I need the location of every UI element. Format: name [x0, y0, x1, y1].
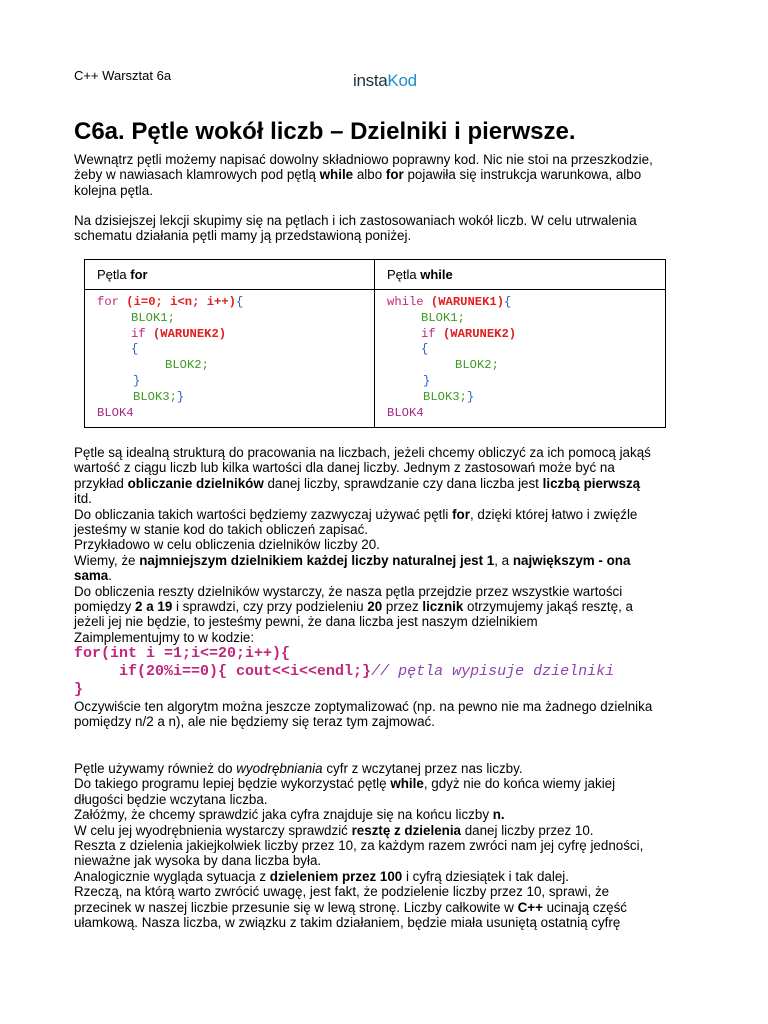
header-text: Pętla	[387, 267, 421, 282]
text-line: nieważne jak wysoka by dana liczba była.	[74, 853, 322, 869]
text-line: Rzeczą, na którą warto zwrócić uwagę, jest fakt, że podzielenie liczby przez 10, sprawi, że	[74, 884, 610, 900]
text-line	[74, 599, 694, 614]
loop-comparison-table	[84, 259, 666, 428]
text-line: Do obliczenia reszty dzielników wystarczy, że nasza pętla przejdzie przez wszystkie wartości	[74, 583, 623, 599]
text-span: Do takiego programu lepiej będzie wykorzystać pętlę	[74, 776, 391, 792]
code-brace: }	[423, 373, 431, 388]
text-line: Na dzisiejszej lekcji skupimy się na pętlach i ich zastosowaniach wokół liczb. W celu utrwalenia	[74, 213, 637, 228]
text-line: Pętle są idealną strukturą do pracowania na liczbach, jeżeli chcemy obliczyć za ich pomocą jakąś	[74, 445, 651, 460]
page-title: C6a. Pętle wokół liczb – Dzielniki i pierwsze.	[74, 118, 576, 145]
instakod-logo	[353, 71, 417, 91]
bold-span: resztę z dzielenia	[351, 822, 461, 838]
text-line: Wewnątrz pętli możemy napisać dowolny składniowo poprawny kod. Nic nie stoi na przeszkodzie,	[74, 152, 653, 167]
code-statement: if(20%i==0){ cout<<i<<endl;}	[74, 663, 372, 680]
bold-span: 20	[367, 599, 383, 615]
body-paragraph	[74, 445, 694, 645]
logo-part-insta: insta	[353, 71, 388, 90]
code-comment: // pętla wypisuje dzielniki	[371, 663, 615, 680]
bold-span: sama	[74, 568, 109, 584]
text-line	[74, 761, 694, 776]
code-line	[97, 327, 374, 343]
code-line	[97, 342, 374, 358]
code-block: BLOK2;	[165, 358, 209, 373]
header-text: Pętla	[97, 267, 131, 282]
intro-paragraph-1	[74, 152, 694, 198]
text-span: pojawiła się instrukcja warunkowa, albo	[403, 167, 642, 183]
bold-span: dzieleniem przez 100	[269, 868, 403, 884]
keyword-for: for	[385, 167, 404, 183]
text-line: jesteśmy w stanie kod do takich obliczeń zapisać.	[74, 522, 368, 538]
text-line: Zaimplementujmy to w kodzie:	[74, 629, 255, 645]
code-line: }	[74, 681, 84, 698]
text-span: przykład	[74, 475, 128, 491]
code-line	[387, 295, 665, 311]
code-line	[387, 390, 665, 406]
code-line	[387, 311, 665, 327]
bold-span: licznik	[422, 599, 464, 615]
code-line	[387, 374, 665, 390]
text-span: Pętle używamy również do	[74, 761, 237, 776]
text-line	[74, 900, 694, 915]
text-line	[74, 823, 694, 838]
code-block: BLOK4	[97, 405, 134, 420]
text-span: Analogicznie wygląda sytuacja z	[74, 868, 270, 884]
code-line	[97, 295, 374, 311]
code-keyword: while	[387, 295, 424, 309]
code-line	[387, 327, 665, 343]
code-condition: (WARUNEK2)	[145, 326, 227, 341]
text-line: wartość z ciągu liczb lub kilka wartości dla danej liczby. Jednym z zastosowań może być na	[74, 460, 615, 476]
code-brace: {	[131, 342, 139, 357]
text-line	[74, 568, 694, 583]
bold-span: while	[390, 776, 424, 792]
text-line: Przykładowo w celu obliczenia dzielników liczby 20.	[74, 537, 380, 553]
text-line	[74, 807, 694, 822]
code-line	[97, 311, 374, 327]
text-line	[74, 869, 694, 884]
text-line: kolejna pętla.	[74, 182, 153, 198]
text-span: .	[108, 568, 112, 584]
text-span: Załóżmy, że chcemy sprawdzić jaka cyfra znajduje się na końcu liczby	[74, 807, 493, 823]
text-line: schematu działania pętli mamy ją przedstawioną poniżej.	[74, 228, 412, 244]
code-line	[97, 374, 374, 390]
bold-span: for	[452, 506, 470, 522]
code-line	[97, 406, 374, 422]
code-line	[387, 342, 665, 358]
text-line: pomiędzy n/2 a n), ale nie będziemy się teraz tym zajmować.	[74, 714, 435, 730]
text-span: cyfr z wczytanej przez nas liczby.	[322, 761, 523, 776]
text-span: W celu jej wyodrębnienia wystarczy sprawdzić	[74, 822, 352, 838]
text-line: itd.	[74, 491, 92, 507]
table-header-for	[85, 260, 375, 290]
code-condition: (WARUNEK2)	[435, 326, 517, 341]
code-brace: {	[235, 295, 244, 309]
keyword-while: while	[319, 167, 354, 183]
code-keyword: if	[421, 326, 436, 341]
text-span: , dzięki której łatwo i zwięźle	[469, 506, 638, 522]
code-condition: (i=0; i<n; i++)	[118, 295, 236, 309]
bold-span: n.	[492, 807, 505, 823]
text-line	[74, 553, 694, 568]
code-block: BLOK3;	[423, 389, 467, 404]
text-span: żeby w nawiasach klamrowych pod pętlą	[74, 167, 320, 183]
text-span: i cyfrą dziesiątek i tak dalej.	[402, 868, 569, 884]
text-line	[74, 507, 694, 522]
text-span: , gdyż nie do końca wiemy jakiej	[423, 776, 616, 792]
text-line: jeżeli jej nie będzie, to jesteśmy pewni, że dana liczba jest naszym dzielnikiem	[74, 614, 538, 630]
text-line: Reszta z dzielenia jakiejkolwiek liczby przez 10, za każdym razem zwróci nam jej cyfrę jedności,	[74, 838, 644, 854]
code-block: BLOK1;	[131, 310, 175, 325]
code-condition: (WARUNEK1)	[423, 295, 505, 309]
code-line	[387, 406, 665, 422]
text-span: Do obliczania takich wartości będziemy zazwyczaj używać pętli	[74, 506, 453, 522]
code-block: BLOK4	[387, 405, 424, 420]
code-example	[74, 645, 614, 699]
text-line: długości będzie wczytana liczba.	[74, 791, 268, 807]
code-block: BLOK2;	[455, 358, 499, 373]
text-span: przez	[382, 599, 423, 615]
header-keyword: while	[420, 267, 453, 282]
optimization-note	[74, 699, 694, 730]
text-span: , a	[494, 552, 513, 568]
text-line	[74, 476, 694, 491]
text-span: i sprawdzi, czy przy podzieleniu	[172, 599, 368, 615]
code-brace: {	[421, 342, 429, 357]
bold-span: obliczanie dzielników	[127, 475, 264, 491]
text-span: pomiędzy	[74, 599, 136, 615]
italic-span: wyodrębniania	[236, 761, 323, 776]
text-span: albo	[353, 167, 386, 183]
code-line: for(int i =1;i<=20;i++){	[74, 645, 291, 662]
code-keyword: for	[97, 295, 119, 309]
text-line	[74, 776, 694, 791]
text-span: Wiemy, że	[74, 552, 140, 568]
table-header-while	[375, 260, 666, 290]
code-brace: {	[504, 295, 512, 309]
code-line	[387, 358, 665, 374]
bold-span: C++	[517, 899, 543, 915]
bold-span: najmniejszym dzielnikiem każdej liczby naturalnej jest 1	[139, 552, 495, 568]
logo-part-kod: Kod	[387, 71, 417, 90]
intro-paragraph-2	[74, 213, 694, 244]
document-header-label: C++ Warsztat 6a	[74, 68, 172, 83]
bold-span: największym - ona	[512, 552, 631, 568]
digit-extraction-paragraph	[74, 761, 694, 930]
code-brace: }	[133, 373, 141, 388]
text-span: danej liczby, sprawdzanie czy dana liczba jest	[263, 475, 543, 491]
code-brace: }	[466, 389, 475, 404]
for-loop-code-cell	[85, 290, 375, 428]
text-span: przecinek w naszej liczbie przesunie się w lewą stronę. Liczby całkowite w	[74, 899, 518, 915]
code-line	[74, 663, 614, 681]
text-line	[74, 167, 694, 182]
text-line: ułamkową. Nasza liczba, w związku z takim działaniem, będzie miała usuniętą ostatnią cyfrę	[74, 915, 621, 931]
header-keyword: for	[130, 267, 148, 282]
code-keyword: if	[131, 326, 146, 341]
code-block: BLOK3;	[133, 389, 177, 404]
code-line	[97, 358, 374, 374]
bold-span: liczbą pierwszą	[542, 475, 641, 491]
text-line: Oczywiście ten algorytm można jeszcze zoptymalizować (np. na pewno nie ma żadnego dzielnika	[74, 699, 653, 714]
code-line	[97, 390, 374, 406]
code-brace: }	[176, 389, 185, 404]
text-span: ucinają część	[542, 899, 627, 915]
text-span: otrzymujemy jakąś resztę, a	[463, 599, 633, 615]
text-span: danej liczby przez 10.	[461, 822, 594, 838]
code-block: BLOK1;	[421, 310, 465, 325]
bold-span: 2 a 19	[135, 599, 173, 615]
while-loop-code-cell	[375, 290, 666, 428]
